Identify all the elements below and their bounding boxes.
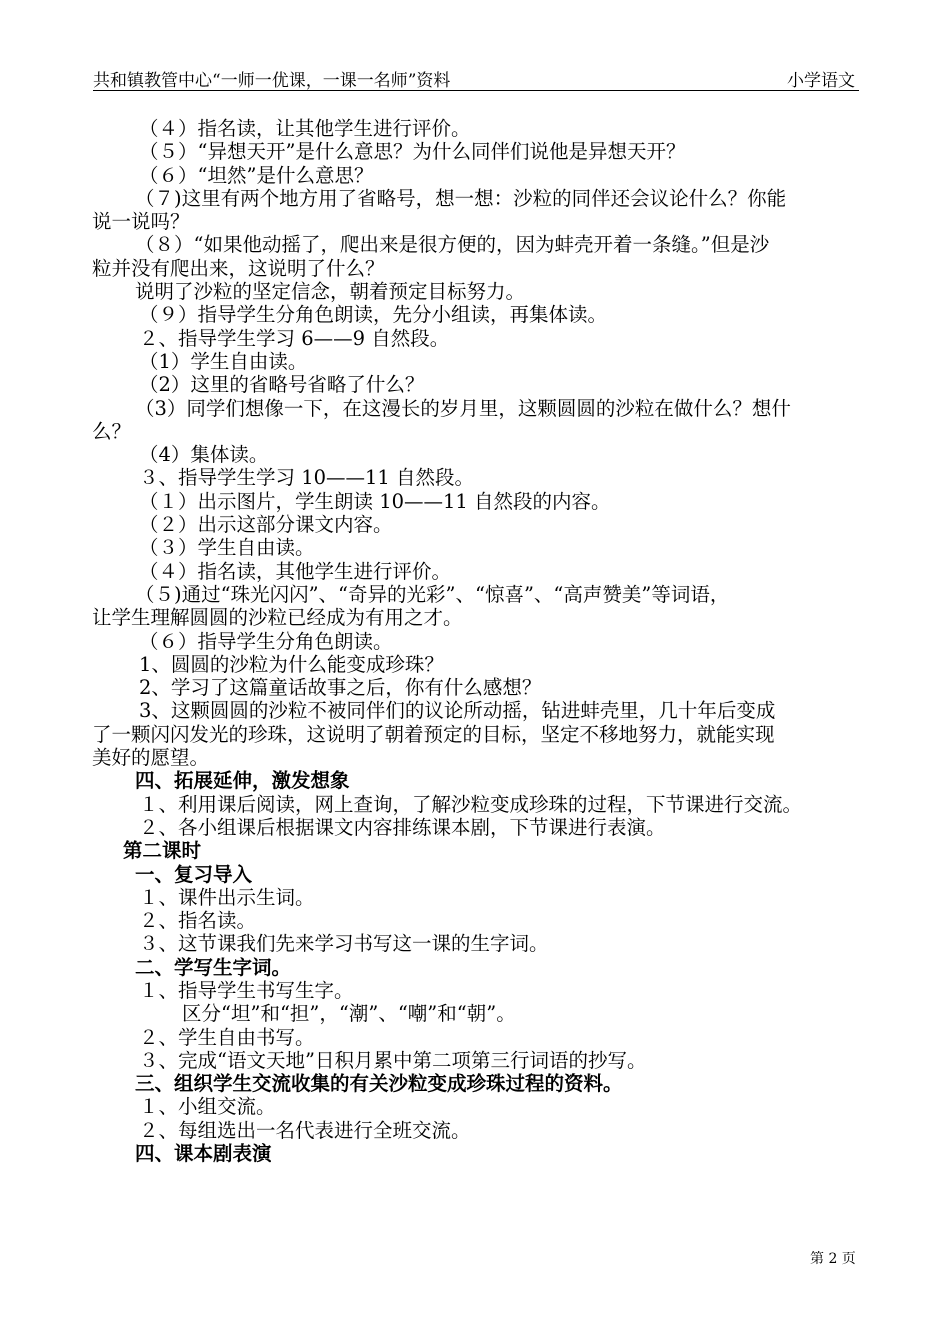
text-line: １、指导学生书写生字。 [139,978,354,1002]
section-heading: 一、复习导入 [135,862,253,886]
text-line: （５)通过“珠光闪闪”、“奇异的光彩”、“惊喜”、“高声赞美”等词语， [135,582,730,606]
text-line: （７)这里有两个地方用了省略号，想一想：沙粒的同伴还会议论什么？你能 [135,186,787,210]
text-line: （２）出示这部分课文内容。 [139,513,393,537]
text-line: （1）学生自由读。 [139,349,308,373]
text-line: ３、指导学生学习 10——11 自然段。 [139,466,475,490]
document-body [92,117,872,1165]
section-heading: 四、课本剧表演 [135,1142,272,1166]
text-line: ３、完成“语文天地”日积月累中第二项第三行词语的抄写。 [139,1048,647,1072]
text-line: ３、这节课我们先来学习书写这一课的生字词。 [139,932,549,956]
text-line: 区分“坦”和“担”，“潮”、“嘲”和“朝”。 [182,1002,516,1026]
page-number: 第 2 页 [810,1251,856,1267]
text-line: 2、学习了这篇童话故事之后，你有什么感想？ [139,676,542,700]
text-line: 说明了沙粒的坚定信念，朝着预定目标努力。 [135,280,526,304]
text-line: 让学生理解圆圆的沙粒已经成为有用之才。 [92,606,463,630]
text-line: （６）指导学生分角色朗读。 [139,629,393,653]
text-line: 了一颗闪闪发光的珍珠，这说明了朝着预定的目标，坚定不移地努力，就能实现 [92,722,775,746]
text-line: （3）同学们想像一下，在这漫长的岁月里，这颗圆圆的沙粒在做什么？想什 [135,396,791,420]
text-line: ２、指导学生学习 6——9 自然段。 [139,326,450,350]
section-heading: 二、学写生字词。 [135,955,292,979]
section-heading: 三、组织学生交流收集的有关沙粒变成珍珠过程的资料。 [135,1072,623,1096]
section-heading: 四、拓展延伸，激发想象 [135,769,350,793]
section-heading: 第二课时 [123,839,202,863]
text-line: ２、指名读。 [139,909,257,933]
text-line: （５）“异想天开”是什么意思？为什么同伴们说他是异想天开？ [139,140,686,164]
text-line: 3、这颗圆圆的沙粒不被同伴们的议论所动摇，钻进蚌壳里，几十年后变成 [139,699,776,723]
text-line: （４）指名读，让其他学生进行评价。 [139,117,471,140]
text-line: １、利用课后阅读，网上查询，了解沙粒变成珍珠的过程，下节课进行交流。 [139,792,803,816]
text-line: （4）集体读。 [139,443,269,467]
page-header [93,64,859,91]
text-line: １、课件出示生词。 [139,885,315,909]
text-line: 粒并没有爬出来，这说明了什么？ [92,256,385,280]
text-line: ２、各小组课后根据课文内容排练课本剧，下节课进行表演。 [139,815,666,839]
text-line: （９）指导学生分角色朗读，先分小组读，再集体读。 [139,303,608,327]
header-title: 共和镇教管中心“一师一优课，一课一名师”资料 [93,71,451,91]
text-line: （８）“如果他动摇了，爬出来是很方便的，因为蚌壳开着一条缝。”但是沙 [135,233,770,257]
text-line: （３）学生自由读。 [139,536,315,560]
text-line: 说一说吗？ [92,210,190,234]
text-line: （４）指名读，其他学生进行评价。 [139,559,452,583]
text-line: （１）出示图片，学生朗读 10——11 自然段的内容。 [139,489,611,513]
text-line: １、小组交流。 [139,1095,276,1119]
text-line: ２、学生自由书写。 [139,1025,315,1049]
text-line: （６）“坦然”是什么意思？ [139,163,374,187]
text-line: 么？ [92,419,132,443]
text-line: 1、圆圆的沙粒为什么能变成珍珠？ [139,652,444,676]
header-subject: 小学语文 [787,71,855,91]
text-line: 美好的愿望。 [92,746,210,770]
text-line: （2）这里的省略号省略了什么？ [139,373,425,397]
text-line: ２、每组选出一名代表进行全班交流。 [139,1118,471,1142]
